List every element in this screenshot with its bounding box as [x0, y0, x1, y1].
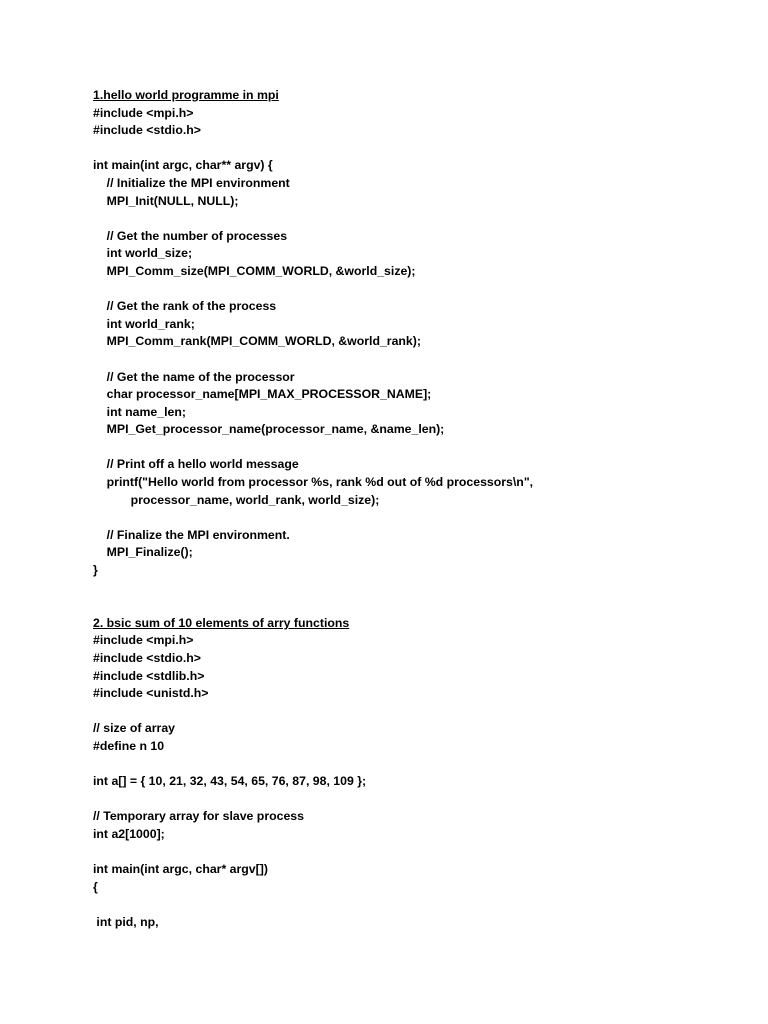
blank-line	[93, 703, 733, 721]
code-line: #include <stdio.h>	[93, 651, 201, 665]
code-line: int world_rank;	[93, 316, 195, 331]
code-line: // Print off a hello world message	[93, 457, 299, 472]
code-line: #include <unistd.h>	[93, 686, 209, 701]
code-line: // Initialize the MPI environment	[93, 175, 290, 190]
section-heading: 1.hello world programme in mpi	[93, 88, 279, 102]
blank-line	[93, 351, 733, 369]
code-line: processor_name, world_rank, world_size);	[93, 492, 380, 507]
code-line: #include <mpi.h>	[93, 633, 194, 648]
code-line: printf("Hello world from processor %s, rank %d out of %d processors\n",	[93, 475, 534, 490]
code-line: char processor_name[MPI_MAX_PROCESSOR_NAME];	[93, 387, 432, 402]
code-line: #define n 10	[93, 738, 165, 753]
code-line: // Temporary array for slave process	[93, 809, 304, 824]
code-line: int pid, np,	[93, 914, 159, 929]
code-line: MPI_Init(NULL, NULL);	[93, 193, 239, 208]
blank-line	[93, 597, 733, 615]
code-line: #include <mpi.h>	[93, 105, 194, 120]
blank-line	[93, 896, 733, 914]
code-line: // Get the number of processes	[93, 228, 288, 243]
document-body	[93, 87, 733, 932]
section-heading: 2. bsic sum of 10 elements of arry functions	[93, 615, 350, 630]
code-line: {	[93, 879, 98, 894]
blank-line	[93, 844, 733, 862]
code-line: // Get the rank of the process	[93, 299, 277, 314]
code-line: // size of array	[93, 721, 176, 736]
code-line: int a[] = { 10, 21, 32, 43, 54, 65, 76, 87, 98, 109 };	[93, 774, 367, 789]
code-line: // Finalize the MPI environment.	[93, 527, 290, 542]
code-line: int name_len;	[93, 404, 186, 419]
blank-line	[93, 140, 733, 158]
code-line: MPI_Comm_size(MPI_COMM_WORLD, &world_size);	[93, 263, 416, 278]
blank-line	[93, 509, 733, 527]
code-line: #include <stdio.h>	[93, 123, 201, 138]
code-line: MPI_Finalize();	[93, 545, 193, 560]
blank-line	[93, 281, 733, 299]
code-line: int main(int argc, char* argv[])	[93, 862, 268, 877]
blank-line	[93, 580, 733, 598]
code-line: #include <stdlib.h>	[93, 668, 205, 683]
blank-line	[93, 791, 733, 809]
code-line: MPI_Get_processor_name(processor_name, &name_len);	[93, 422, 445, 437]
code-line: int main(int argc, char** argv) {	[93, 158, 273, 173]
code-line: MPI_Comm_rank(MPI_COMM_WORLD, &world_rank);	[93, 334, 421, 349]
blank-line	[93, 210, 733, 228]
blank-line	[93, 756, 733, 774]
code-line: int a2[1000];	[93, 826, 165, 841]
code-line: // Get the name of the processor	[93, 369, 295, 384]
code-line: int world_size;	[93, 246, 193, 261]
code-line: }	[93, 563, 98, 578]
blank-line	[93, 439, 733, 457]
